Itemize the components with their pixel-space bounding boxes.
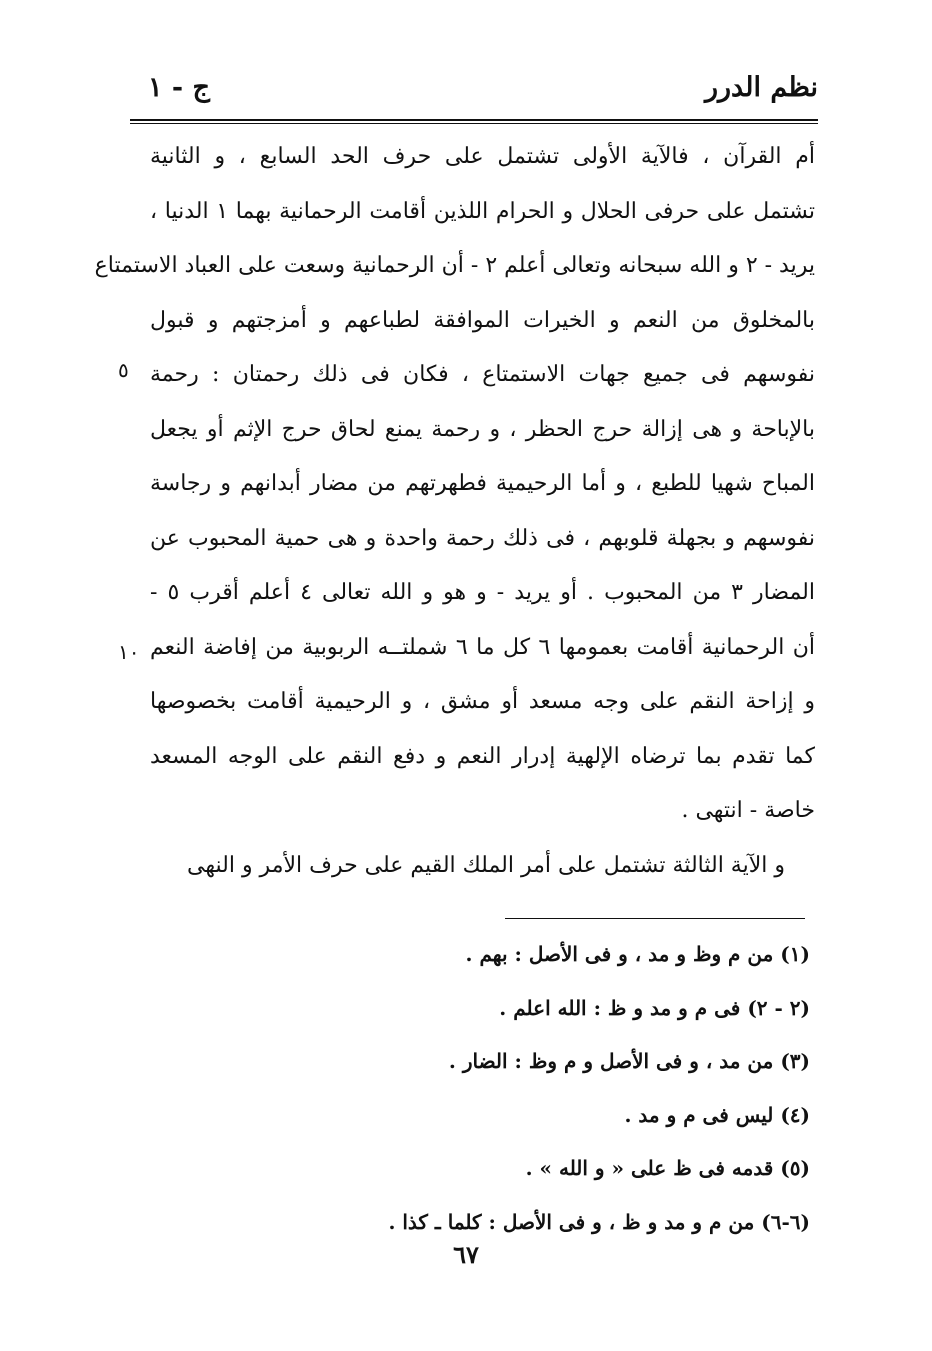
text-line: نفوسهم فى جميع جهات الاستمتاع ، فكان فى ذلك رحمتان : رحمة — [150, 362, 815, 387]
text-line: أن الرحمانية أقامت بعمومها ٦ كل ما ٦ شملتــه الربوبية من إفاضة النعم — [150, 634, 815, 660]
text-line: المضار ٣ من المحبوب . أو يريد - و هو و الله تعالى ٤ أعلم أقرب ٥ - — [150, 580, 815, 605]
footnote: (٥) قدمه فى ظ على « و الله » . — [525, 1156, 810, 1180]
footnote: (٢ - ٢) فى م و مد و ظ : الله اعلم . — [499, 995, 810, 1020]
header-rule — [130, 119, 818, 124]
page-number: ٦٧ — [453, 1240, 479, 1269]
margin-line-number: ١٠ — [118, 640, 140, 664]
text-line: يريد - ٢ و الله سبحانه وتعالى أعلم ٢ - أن الرحمانية وسعت على العباد الاستمتاع — [94, 253, 815, 278]
text-line: المباح شهيا للطبع ، و أما الرحيمية فطهرتهم من مضار أبدانهم و رجاسة — [150, 471, 815, 496]
footnotes — [290, 928, 810, 1249]
text-line: و إزاحة النقم على وجه مسعد أو مشق ، و الرحيمية أقامت بخصوصها — [150, 689, 815, 714]
footnote: (١) من م وظ و مد ، و فى الأصل : بهم . — [465, 942, 810, 966]
text-line: أم القرآن ، فالآية الأولى تشتمل على حرف الحد السابع ، و الثانية — [150, 144, 815, 169]
footnote: (٦-٦) من م و مد و ظ ، و فى الأصل : كلما ـ كذا . — [388, 1209, 810, 1234]
volume-indicator: ج - ١ — [148, 72, 210, 103]
footnote: (٤) ليس فى م و مد . — [624, 1102, 810, 1127]
text-line: تشتمل على حرفى الحلال و الحرام اللذين أقامت الرحمانية بهما ١ الدنيا ، — [150, 198, 815, 224]
footnote-separator — [505, 918, 805, 919]
text-line: نفوسهم و بجهلة قلوبهم ، فى ذلك رحمة واحدة و هى حمية المحبوب عن — [150, 525, 815, 551]
text-line: بالإباحة و هى إزالة حرج الحظر ، و رحمة يمنع لحاق حرج الإثم أو يجعل — [150, 416, 815, 442]
text-line: كما تقدم بما ترضاه الإلهية إدرار النعم و دفع النقم على الوجه المسعد — [150, 743, 815, 769]
margin-line-number: ٥ — [118, 358, 129, 382]
footnote: (٣) من مد ، و فى الأصل و م وظ : الضار . — [448, 1049, 810, 1073]
paragraph-start-line: و الآية الثالثة تشتمل على أمر الملك القيم على حرف الأمر و النهى — [187, 852, 785, 878]
running-header — [130, 68, 818, 112]
text-line: بالمخلوق من النعم و الخيرات الموافقة لطباعهم و أمزجتهم و قبول — [150, 307, 815, 333]
book-title: نظم الدرر — [704, 72, 818, 103]
text-line: خاصة - انتهى . — [681, 798, 815, 823]
